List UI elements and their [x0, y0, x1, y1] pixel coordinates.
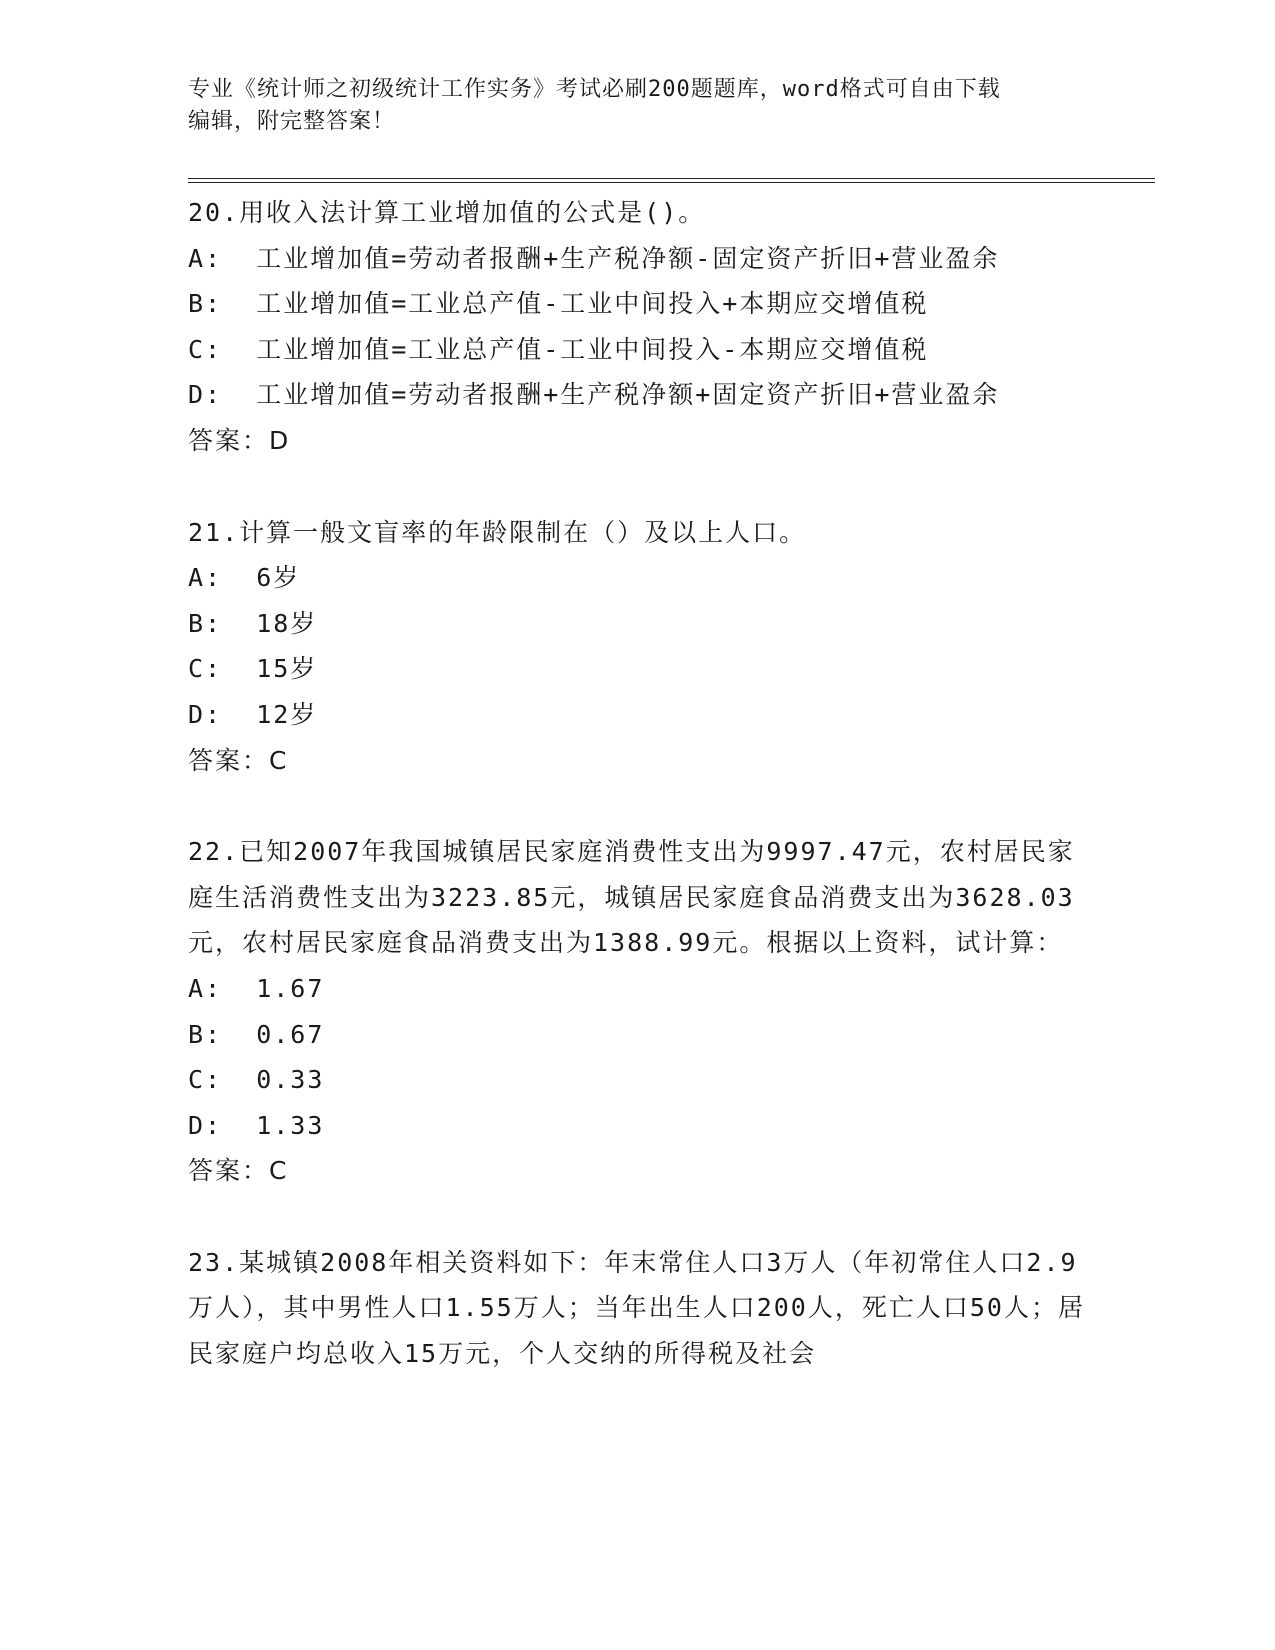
question-list [188, 190, 1088, 1423]
question-20 [188, 190, 1088, 464]
header-divider-bottom [188, 182, 1155, 183]
document-header [188, 74, 1078, 138]
option-c: C: 15岁 [188, 654, 318, 684]
question-text: 21.计算一般文盲率的年龄限制在（）及以上人口。 [188, 517, 807, 547]
option-b: B: 0.67 [188, 1019, 325, 1049]
answer-label: 答案：C [188, 1156, 289, 1186]
option-a: A: 1.67 [188, 973, 325, 1003]
question-21 [188, 510, 1088, 784]
header-divider-top [188, 178, 1155, 179]
header-line-2: 编辑，附完整答案！ [188, 109, 396, 134]
question-23 [188, 1240, 1088, 1377]
option-b: B: 工业增加值=工业总产值-工业中间投入+本期应交增值税 [188, 289, 929, 319]
option-c: C: 工业增加值=工业总产值-工业中间投入-本期应交增值税 [188, 334, 929, 364]
option-d: D: 1.33 [188, 1110, 325, 1140]
answer-label: 答案：C [188, 745, 289, 775]
option-d: D: 12岁 [188, 699, 318, 729]
answer-label: 答案：D [188, 425, 291, 455]
option-a: A: 6岁 [188, 563, 301, 593]
option-b: B: 18岁 [188, 608, 318, 638]
question-22 [188, 829, 1088, 1194]
option-d: D: 工业增加值=劳动者报酬+生产税净额+固定资产折旧+营业盈余 [188, 380, 1000, 410]
header-line-1: 专业《统计师之初级统计工作实务》考试必刷200题题库，word格式可自由下载 [188, 77, 1001, 102]
option-a: A: 工业增加值=劳动者报酬+生产税净额-固定资产折旧+营业盈余 [188, 243, 1000, 273]
question-text: 23.某城镇2008年相关资料如下：年末常住人口3万人（年初常住人口2.9万人），其中男性人口1.55万人；当年出生人口200人，死亡人口50人；居民家庭户均总收入15万元，个人交纳的所得税及社会 [188, 1247, 1085, 1369]
question-text: 20.用收入法计算工业增加值的公式是()。 [188, 198, 706, 227]
option-c: C: 0.33 [188, 1065, 325, 1095]
question-text: 22.已知2007年我国城镇居民家庭消费性支出为9997.47元，农村居民家庭生活消费性支出为3223.85元，城镇居民家庭食品消费支出为3628.03元，农村居民家庭食品消费支出为1388.99元。根据以上资料，试计算： [188, 837, 1075, 958]
